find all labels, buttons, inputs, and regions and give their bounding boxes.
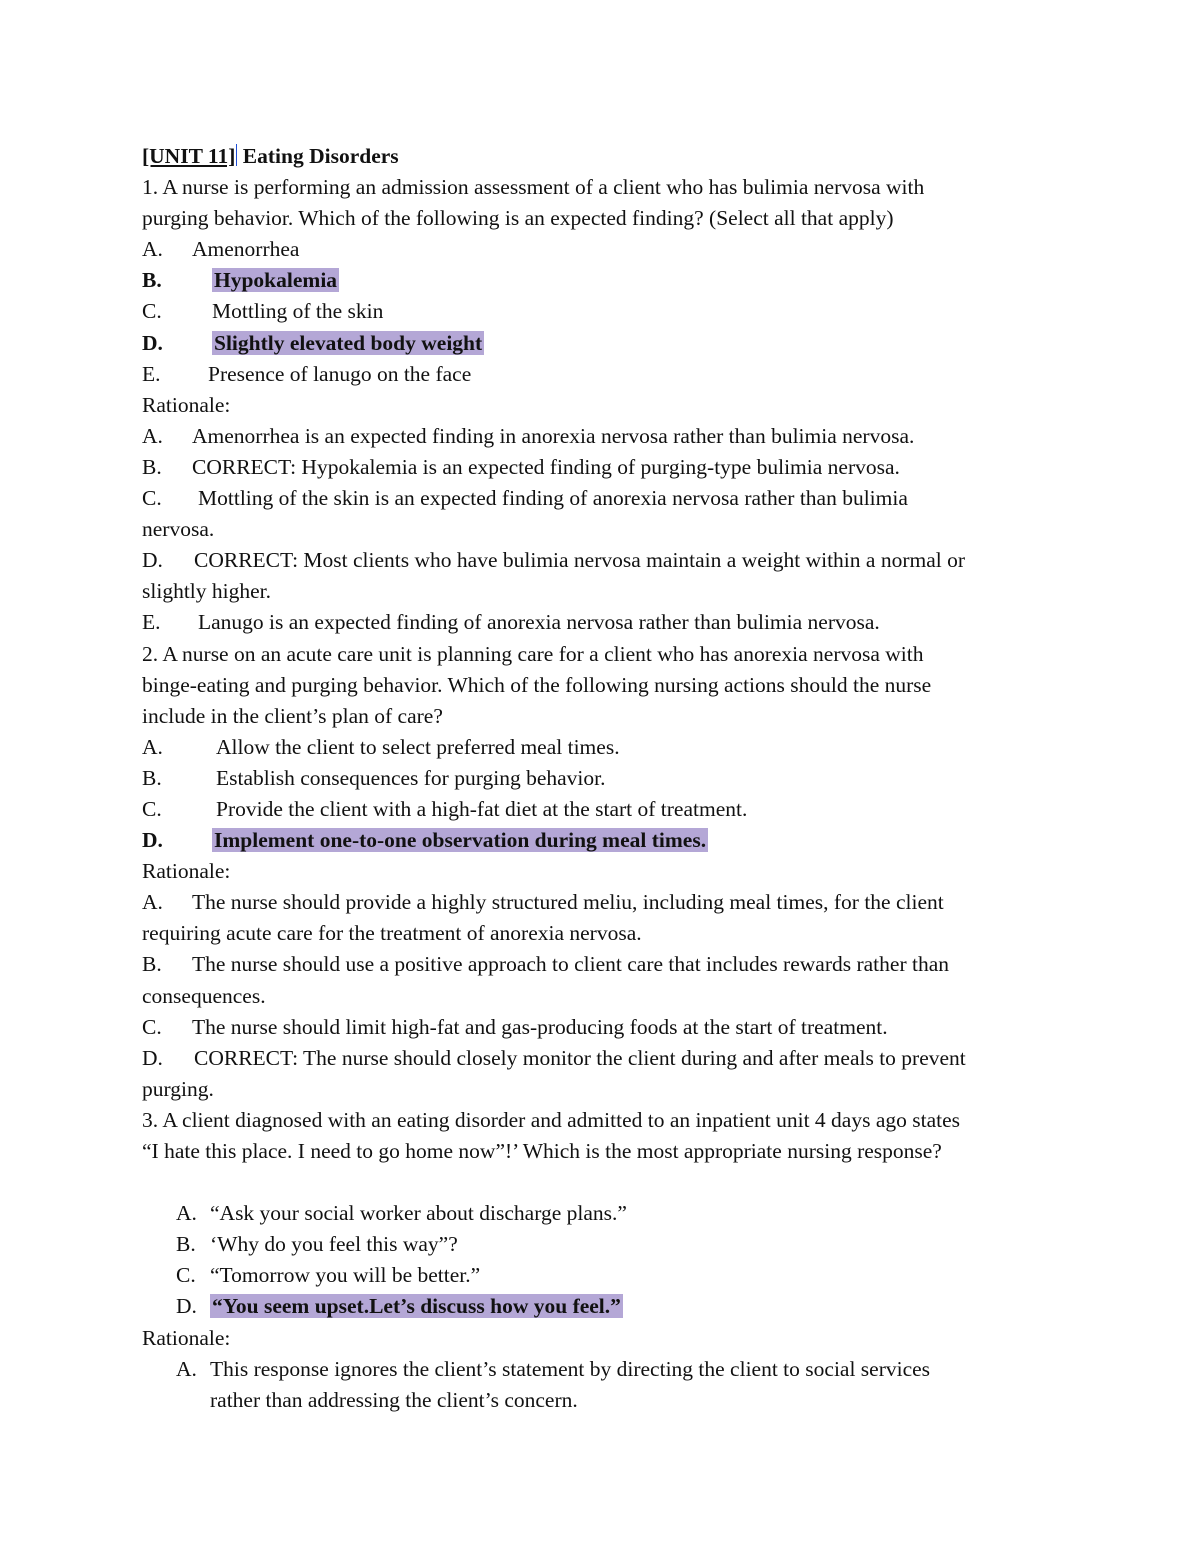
rationale-text: Mottling of the skin is an expected finding of anorexia nervosa rather than bulimia bbox=[198, 486, 908, 511]
option-letter: E. bbox=[142, 610, 161, 635]
option-letter: D. bbox=[176, 1294, 197, 1319]
q1-option-e bbox=[142, 359, 1062, 390]
highlighted-answer: Hypokalemia bbox=[214, 268, 338, 293]
q3-stem-line-2: “I hate this place. I need to go home now”!’ Which is the most appropriate nursing response? bbox=[142, 1139, 942, 1163]
q3-option-c bbox=[142, 1260, 1062, 1291]
option-letter: B. bbox=[142, 268, 162, 293]
option-text: “Tomorrow you will be better.” bbox=[210, 1263, 481, 1288]
q1-stem-line-1: 1. A nurse is performing an admission assessment of a client who has bulimia nervosa with bbox=[142, 175, 925, 200]
q1-rationale-a bbox=[142, 421, 1062, 452]
q1-rationale-b bbox=[142, 452, 1062, 483]
rationale-text: The nurse should provide a highly structured meliu, including meal times, for the client bbox=[192, 890, 944, 915]
option-text: Mottling of the skin bbox=[212, 299, 384, 324]
option-letter: A. bbox=[176, 1356, 197, 1381]
q2-stem-line-1: 2. A nurse on an acute care unit is planning care for a client who has anorexia nervosa with bbox=[142, 641, 924, 666]
q1-stem-line-2: purging behavior. Which of the following is an expected finding? (Select all that apply) bbox=[142, 206, 894, 231]
option-text: ‘Why do you feel this way”? bbox=[210, 1232, 458, 1257]
unit-tag: [UNIT 11] bbox=[142, 144, 236, 168]
q2-rationale-label: Rationale: bbox=[142, 859, 231, 884]
option-text: “Ask your social worker about discharge plans.” bbox=[210, 1201, 627, 1226]
option-letter: D. bbox=[142, 1045, 163, 1070]
q2-rationale-b bbox=[142, 949, 1062, 980]
q2-option-b bbox=[142, 763, 1062, 794]
q1-rationale-d bbox=[142, 545, 1062, 576]
q1-option-a bbox=[142, 234, 1062, 265]
option-letter: C. bbox=[142, 486, 162, 511]
q2-option-c bbox=[142, 794, 1062, 825]
rationale-text: CORRECT: Most clients who have bulimia nervosa maintain a weight within a normal or bbox=[194, 548, 966, 573]
unit-title: Eating Disorders bbox=[237, 144, 399, 168]
q2-rationale-d-cont: purging. bbox=[142, 1076, 214, 1101]
rationale-text: This response ignores the client’s statement by directing the client to social services bbox=[210, 1356, 931, 1381]
highlighted-answer: Implement one-to-one observation during meal times. bbox=[214, 828, 707, 853]
option-letter: A. bbox=[142, 734, 163, 759]
option-letter: B. bbox=[142, 952, 162, 977]
q3-stem-line-1: 3. A client diagnosed with an eating disorder and admitted to an inpatient unit 4 days ago states bbox=[142, 1107, 961, 1132]
option-letter: D. bbox=[142, 548, 163, 573]
q1-rationale-c-cont: nervosa. bbox=[142, 517, 215, 542]
highlighted-answer: “You seem upset.Let’s discuss how you feel.” bbox=[212, 1294, 621, 1319]
q2-option-a bbox=[142, 732, 1062, 763]
q3-rationale-label: Rationale: bbox=[142, 1325, 231, 1350]
q3-rationale-a bbox=[142, 1354, 1062, 1385]
q2-rationale-a bbox=[142, 887, 1062, 918]
rationale-text: CORRECT: Hypokalemia is an expected finding of purging-type bulimia nervosa. bbox=[192, 454, 900, 479]
option-letter: A. bbox=[142, 237, 163, 262]
option-text: Allow the client to select preferred meal times. bbox=[216, 734, 620, 759]
blank-line bbox=[142, 1167, 1062, 1198]
option-letter: A. bbox=[142, 890, 163, 915]
q1-rationale-label: Rationale: bbox=[142, 392, 231, 417]
q1-rationale-d-cont: slightly higher. bbox=[142, 579, 271, 604]
option-letter: A. bbox=[176, 1201, 197, 1226]
q1-option-d bbox=[142, 328, 1062, 359]
option-letter: B. bbox=[142, 765, 162, 790]
q1-rationale-e bbox=[142, 607, 1062, 638]
option-letter: C. bbox=[176, 1263, 196, 1288]
q1-option-b bbox=[142, 265, 1062, 296]
option-letter: A. bbox=[142, 423, 163, 448]
q1-rationale-c bbox=[142, 483, 1062, 514]
q2-rationale-b-cont: consequences. bbox=[142, 983, 266, 1008]
q2-stem-line-2: binge-eating and purging behavior. Which of the following nursing actions should the nurse bbox=[142, 672, 932, 697]
option-letter: C. bbox=[142, 796, 162, 821]
q3-option-b bbox=[142, 1229, 1062, 1260]
option-text: Amenorrhea bbox=[192, 237, 300, 262]
option-letter: E. bbox=[142, 361, 161, 386]
q2-rationale-d bbox=[142, 1043, 1062, 1074]
option-text: Establish consequences for purging behavior. bbox=[216, 765, 606, 790]
document-body bbox=[142, 141, 1062, 1416]
option-text: Provide the client with a high-fat diet at the start of treatment. bbox=[216, 796, 748, 821]
option-letter: D. bbox=[142, 828, 163, 853]
q3-rationale-a-cont: rather than addressing the client’s concern. bbox=[210, 1387, 578, 1412]
q3-option-d bbox=[142, 1291, 1062, 1322]
q3-option-a bbox=[142, 1198, 1062, 1229]
rationale-text: Lanugo is an expected finding of anorexia nervosa rather than bulimia nervosa. bbox=[198, 610, 880, 635]
option-text: Presence of lanugo on the face bbox=[208, 361, 472, 386]
q2-rationale-c bbox=[142, 1012, 1062, 1043]
option-letter: B. bbox=[176, 1232, 196, 1257]
option-letter: C. bbox=[142, 1014, 162, 1039]
q2-stem-line-3: include in the client’s plan of care? bbox=[142, 703, 443, 728]
rationale-text: CORRECT: The nurse should closely monitor the client during and after meals to prevent bbox=[194, 1045, 966, 1070]
rationale-text: The nurse should use a positive approach to client care that includes rewards rather than bbox=[192, 952, 950, 977]
option-letter: B. bbox=[142, 454, 162, 479]
q1-option-c bbox=[142, 296, 1062, 327]
option-letter: C. bbox=[142, 299, 162, 324]
rationale-text: The nurse should limit high-fat and gas-producing foods at the start of treatment. bbox=[192, 1014, 888, 1039]
q2-rationale-a-cont: requiring acute care for the treatment of anorexia nervosa. bbox=[142, 921, 642, 946]
unit-heading bbox=[142, 141, 1062, 172]
highlighted-answer: Slightly elevated body weight bbox=[214, 330, 483, 355]
rationale-text: Amenorrhea is an expected finding in anorexia nervosa rather than bulimia nervosa. bbox=[192, 423, 915, 448]
q2-option-d bbox=[142, 825, 1062, 856]
option-letter: D. bbox=[142, 330, 163, 355]
